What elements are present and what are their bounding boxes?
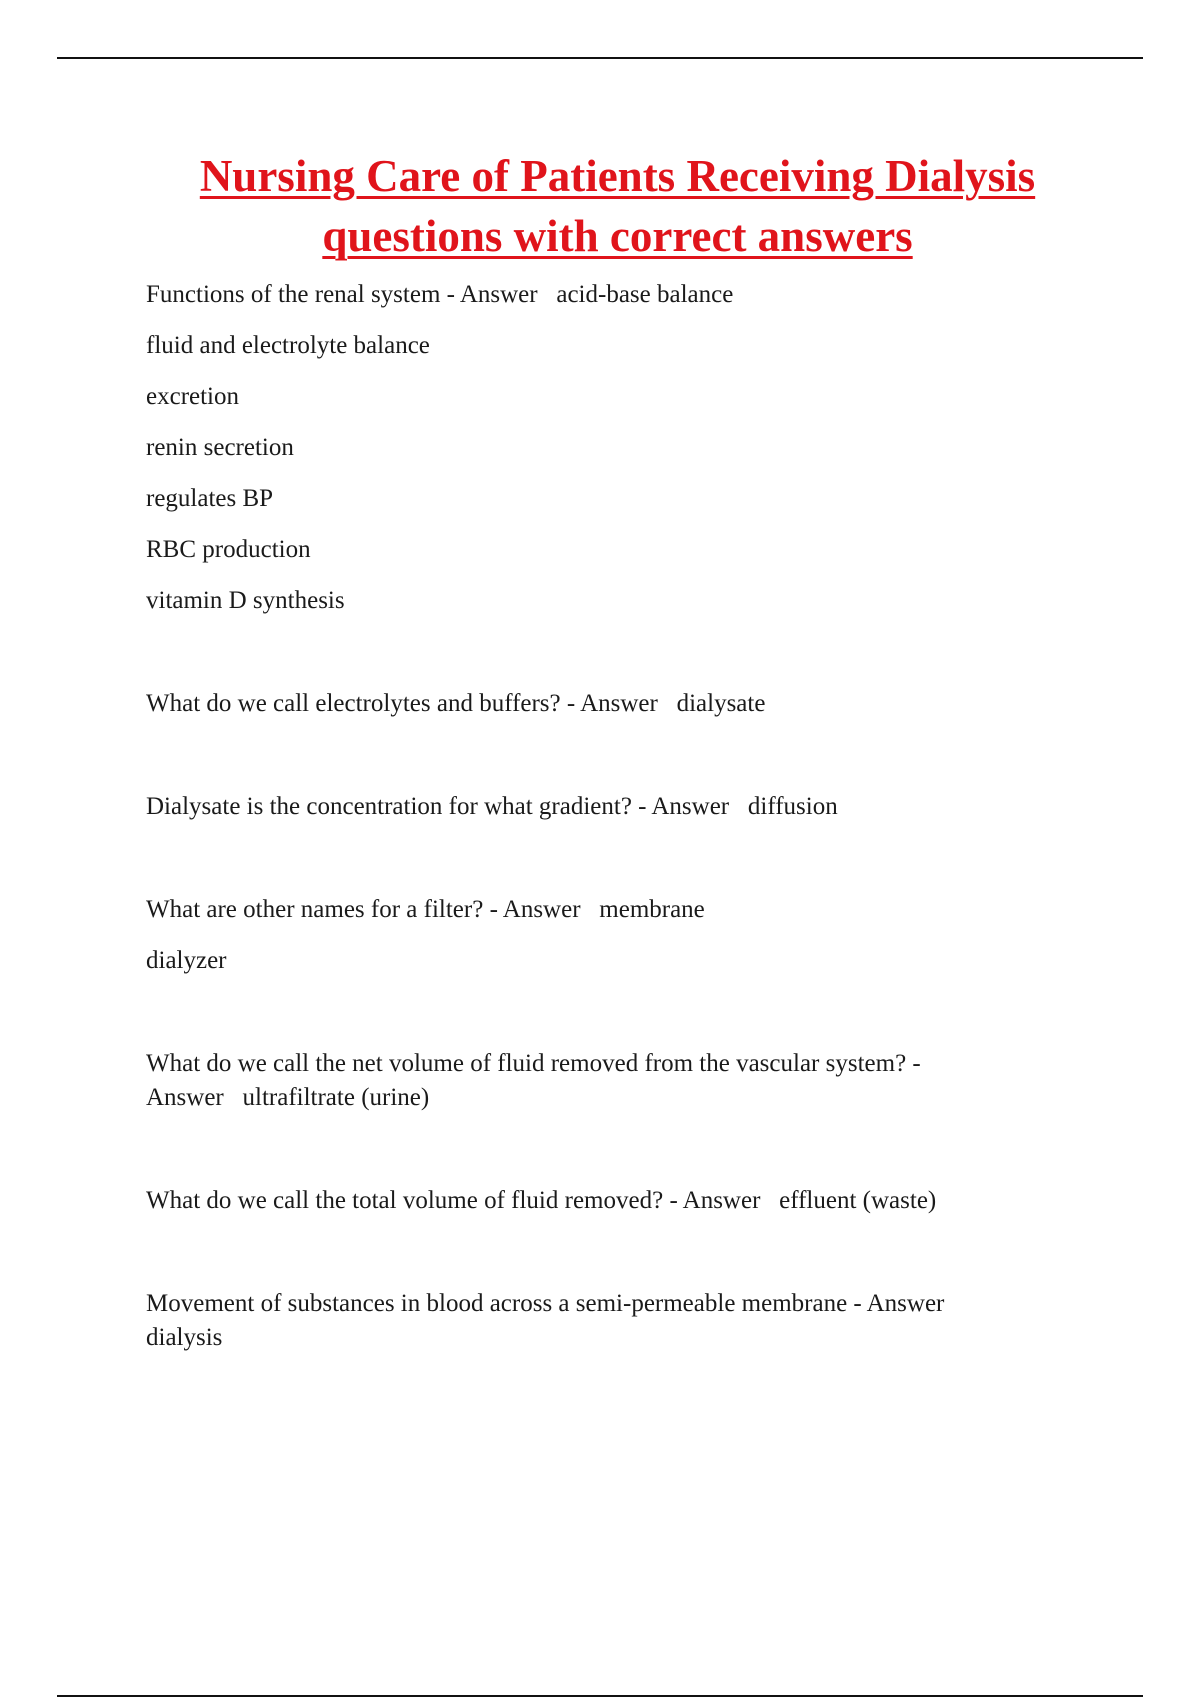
qa-question-line: What do we call electrolytes and buffers? - Answer dialysate [146,690,766,717]
qa-question-line: What do we call the total volume of fluid removed? - Answer effluent (waste) [146,1187,937,1214]
qa-question-line: What are other names for a filter? - Answer membrane [146,896,705,923]
qa-answer-line: RBC production [146,536,311,563]
qa-question-line: Movement of substances in blood across a semi-permeable membrane - Answer [146,1290,945,1317]
document-title-line-2: questions with correct answers [322,211,913,261]
qa-answer-line: regulates BP [146,485,274,512]
qa-question-line: Functions of the renal system - Answer acid-base balance [146,281,734,308]
document-title-line-1: Nursing Care of Patients Receiving Dialysis [199,151,1036,201]
qa-item-gradient [146,790,1066,824]
qa-item-net-volume [146,1047,1066,1115]
document-title [100,146,1135,266]
qa-answer-line: Answer ultrafiltrate (urine) [146,1084,430,1111]
qa-answer-line: renin secretion [146,434,294,461]
qa-item-dialysis [146,1287,1066,1355]
qa-answer-line: vitamin D synthesis [146,587,345,614]
qa-item-total-volume [146,1184,1066,1218]
top-rule [57,57,1143,59]
qa-question-line: Dialysate is the concentration for what gradient? - Answer diffusion [146,793,838,820]
qa-content [146,278,1066,1355]
qa-item-dialysate [146,687,1066,721]
qa-answer-line: dialyzer [146,947,227,974]
qa-answer-line: dialysis [146,1324,223,1351]
bottom-rule [57,1695,1143,1697]
qa-question-line: What do we call the net volume of fluid removed from the vascular system? - [146,1050,921,1077]
qa-item-filter-names [146,893,1066,978]
qa-answer-line: fluid and electrolyte balance [146,332,430,359]
qa-answer-line: excretion [146,383,240,410]
qa-item-renal-functions [146,278,1066,618]
